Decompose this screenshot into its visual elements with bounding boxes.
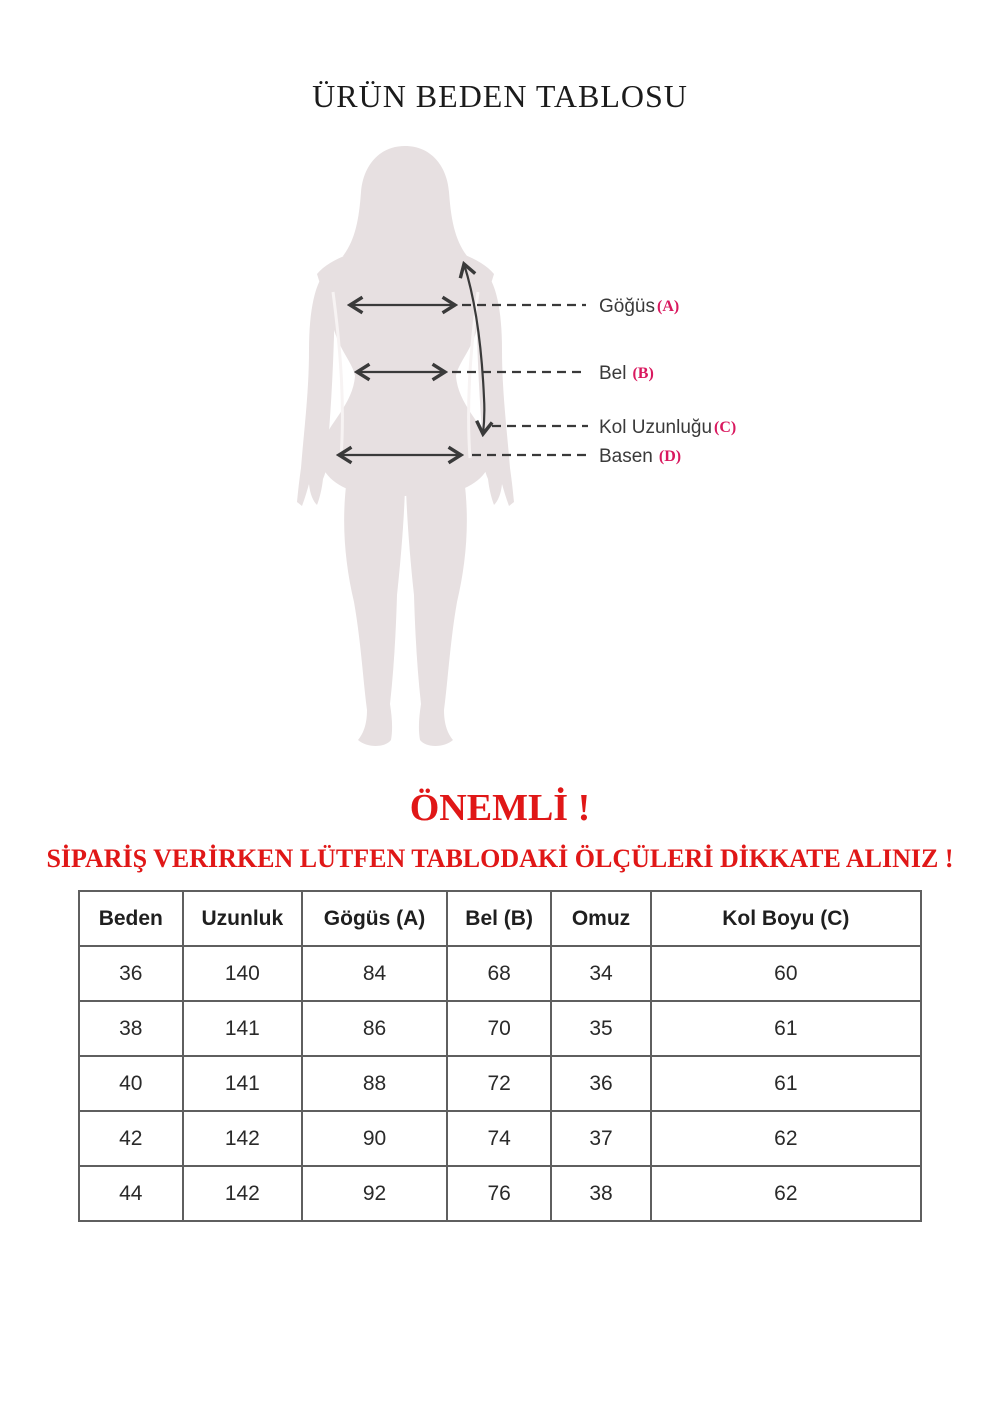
cell: 140	[183, 946, 303, 1001]
cell: 44	[79, 1166, 183, 1221]
cell: 38	[551, 1166, 650, 1221]
cell: 37	[551, 1111, 650, 1166]
cell: 61	[651, 1001, 921, 1056]
cell: 62	[651, 1166, 921, 1221]
arm-length-code: (C)	[714, 419, 737, 436]
table-row	[79, 1001, 921, 1056]
arm-length-label: Kol Uzunluğu (C)	[599, 417, 737, 438]
cell: 90	[302, 1111, 447, 1166]
table-row	[79, 1056, 921, 1111]
silhouette-right-leg	[406, 478, 467, 746]
cell: 36	[79, 946, 183, 1001]
cell: 61	[651, 1056, 921, 1111]
cell: 142	[183, 1166, 303, 1221]
hip-label: Basen (D)	[599, 446, 682, 467]
chest-label: Göğüs (A)	[599, 296, 680, 317]
cell: 35	[551, 1001, 650, 1056]
silhouette-left-leg	[344, 478, 405, 746]
cell: 40	[79, 1056, 183, 1111]
cell: 72	[447, 1056, 551, 1111]
cell: 92	[302, 1166, 447, 1221]
cell: 36	[551, 1056, 650, 1111]
cell: 141	[183, 1056, 303, 1111]
cell: 38	[79, 1001, 183, 1056]
cell: 60	[651, 946, 921, 1001]
waist-code: (B)	[632, 365, 654, 382]
page-title: ÜRÜN BEDEN TABLOSU	[312, 78, 688, 114]
cell: 74	[447, 1111, 551, 1166]
important-heading: ÖNEMLİ !	[409, 787, 591, 829]
cell: 84	[302, 946, 447, 1001]
table-row	[79, 1166, 921, 1221]
cell: 88	[302, 1056, 447, 1111]
cell: 34	[551, 946, 650, 1001]
cell: 141	[183, 1001, 303, 1056]
cell: 142	[183, 1111, 303, 1166]
hip-code: (D)	[658, 448, 682, 465]
header-omuz: Omuz	[551, 891, 650, 946]
cell: 76	[447, 1166, 551, 1221]
female-silhouette	[297, 146, 514, 746]
header-beden: Beden	[79, 891, 183, 946]
cell: 70	[447, 1001, 551, 1056]
waist-label: Bel (B)	[599, 363, 654, 384]
cell: 86	[302, 1001, 447, 1056]
cell: 68	[447, 946, 551, 1001]
size-table-header-row	[79, 891, 921, 946]
header-uzunluk: Uzunluk	[183, 891, 303, 946]
header-gogus: Gögüs (A)	[302, 891, 447, 946]
table-row	[79, 1111, 921, 1166]
size-table	[78, 890, 922, 1222]
table-row	[79, 946, 921, 1001]
header-kol-boyu: Kol Boyu (C)	[651, 891, 921, 946]
chest-code: (A)	[656, 298, 680, 315]
warning-message: SİPARİŞ VERİRKEN LÜTFEN TABLODAKİ ÖLÇÜLERİ DİKKATE ALINIZ !	[46, 844, 954, 873]
cell: 42	[79, 1111, 183, 1166]
header-bel: Bel (B)	[447, 891, 551, 946]
cell: 62	[651, 1111, 921, 1166]
